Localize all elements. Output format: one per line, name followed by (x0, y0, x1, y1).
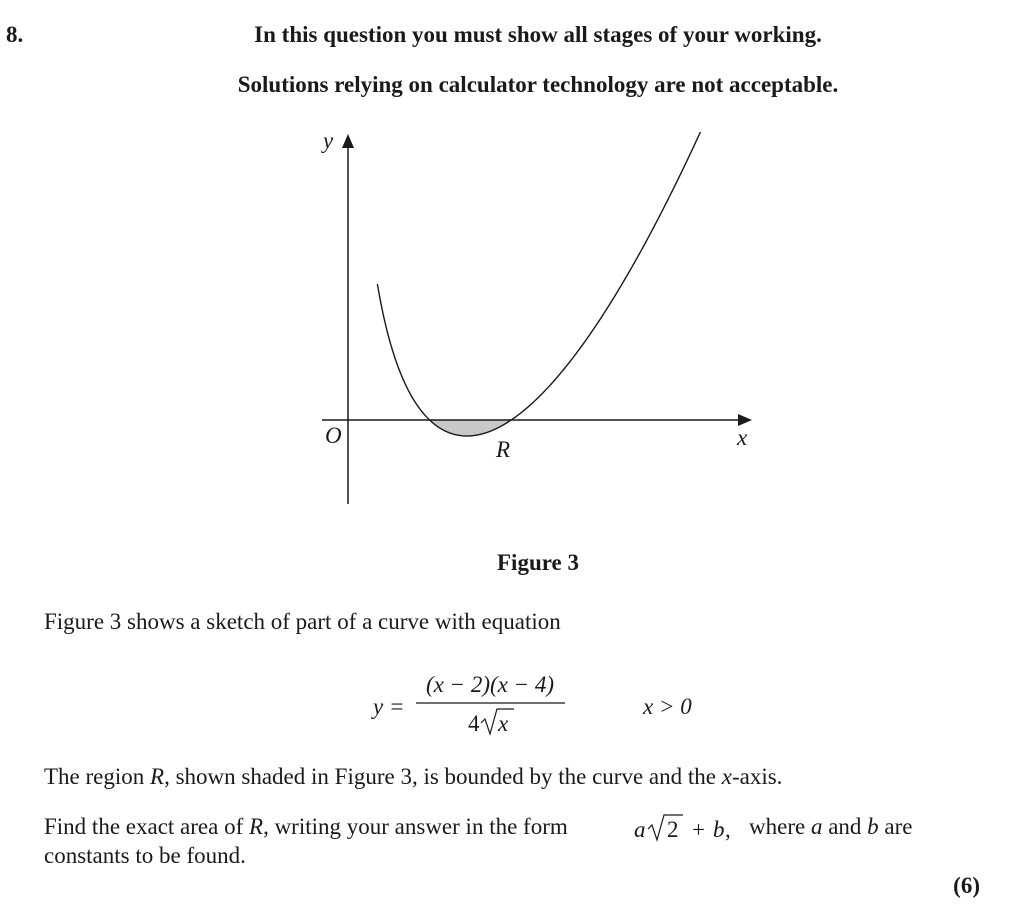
form-b: b (713, 817, 725, 842)
find-area-constants: where a and b are (749, 814, 913, 839)
equation-denominator-coeff: 4 (468, 711, 480, 736)
intro-text: Figure 3 shows a sketch of part of a curve with equation (44, 609, 561, 634)
form-plus: + (692, 817, 705, 842)
instruction-calculator: Solutions relying on calculator technology are not acceptable. (237, 72, 839, 97)
origin-label: O (325, 423, 342, 448)
equation-lhs: y = (373, 694, 405, 719)
marks: (6) (953, 873, 980, 898)
find-area-line2: constants to be found. (44, 843, 246, 868)
question-number: 8. (6, 22, 24, 47)
region-label: R (496, 437, 511, 462)
form-comma: , (725, 817, 731, 842)
figure-caption: Figure 3 (497, 550, 579, 575)
form-radicand: 2 (667, 817, 679, 842)
find-area-instruction: Find the exact area of R, writing your answer in the form (44, 814, 568, 839)
equation-denominator-radicand: x (498, 711, 509, 736)
instruction-working: In this question you must show all stages of your working. (254, 22, 822, 47)
equation-condition: x > 0 (643, 694, 692, 719)
y-axis-label: y (323, 128, 334, 153)
form-a: a (634, 817, 646, 842)
equation-numerator: (x − 2)(x − 4) (425, 672, 555, 697)
x-axis-label: x (737, 425, 748, 450)
region-description: The region R, shown shaded in Figure 3, is bounded by the curve and the x-axis. (44, 764, 783, 789)
